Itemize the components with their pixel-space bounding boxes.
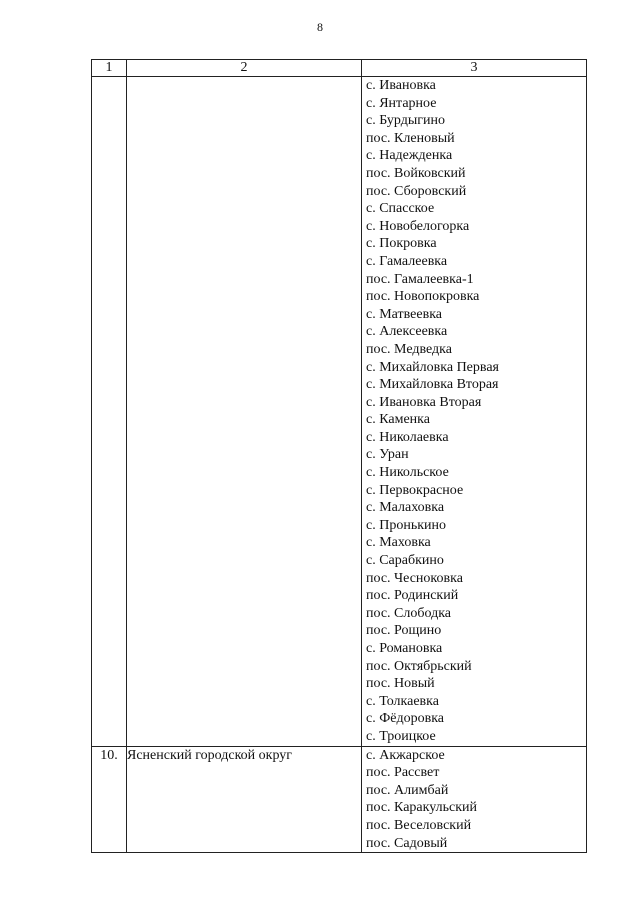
settlement-item: пос. Чесноковка [366, 570, 463, 586]
district-name: Ясненский городской округ [127, 746, 362, 853]
settlement-item: с. Толкаевка [366, 693, 439, 709]
settlements-cell [362, 746, 587, 853]
settlement-item: пос. Новопокровка [366, 289, 480, 305]
settlement-item: с. Михайловка Вторая [366, 377, 499, 393]
settlement-item: с. Надежденка [366, 148, 453, 164]
table-row [92, 77, 587, 747]
settlement-item: пос. Рассвет [366, 765, 440, 781]
settlement-item: пос. Веселовский [366, 817, 472, 833]
row-number [92, 77, 127, 747]
settlement-item: с. Маховка [366, 535, 431, 551]
column-header-2: 2 [127, 60, 362, 77]
settlement-item: с. Новобелогорка [366, 218, 470, 234]
settlement-item: с. Романовка [366, 641, 443, 656]
settlement-item: с. Матвеевка [366, 306, 443, 322]
settlement-item: пос. Кленовый [366, 130, 455, 146]
settlement-item: с. Первокрасное [366, 482, 464, 498]
settlement-item: пос. Медведка [366, 341, 452, 357]
settlement-item: пос. Слободка [366, 605, 452, 621]
column-header-1: 1 [92, 60, 127, 77]
row-number: 10. [92, 746, 127, 853]
settlement-item: с. Каменка [366, 412, 430, 428]
settlements-cell [362, 77, 587, 747]
settlement-list [362, 77, 586, 746]
settlement-item: пос. Сборовский [366, 183, 467, 199]
settlement-item: с. Уран [366, 447, 409, 463]
table-body [92, 77, 587, 853]
settlement-item: пос. Каракульский [366, 800, 477, 816]
table-row [92, 746, 587, 853]
page-number: 8 [317, 20, 323, 34]
settlement-item: с. Ивановка Вторая [366, 394, 482, 410]
settlement-item: с. Фёдоровка [366, 711, 445, 727]
settlement-item: с. Троицкое [366, 728, 436, 744]
settlement-item: пос. Алимбай [366, 782, 449, 798]
settlement-item: с. Пронькино [366, 517, 446, 533]
settlements-table [91, 59, 587, 853]
settlement-list [362, 747, 586, 853]
settlement-item: пос. Войковский [366, 165, 466, 181]
settlement-item: пос. Родинский [366, 588, 459, 604]
district-name [127, 77, 362, 747]
table-header-row [92, 60, 587, 77]
settlement-item: с. Сарабкино [366, 553, 444, 569]
settlement-item: с. Покровка [366, 236, 437, 252]
settlement-item: с. Гамалеевка [366, 253, 448, 269]
settlement-item: с. Янтарное [366, 95, 437, 111]
settlement-item: пос. Новый [366, 676, 435, 692]
settlement-item: с. Ивановка [366, 78, 436, 93]
settlement-item: пос. Садовый [366, 835, 448, 851]
settlement-item: с. Малаховка [366, 500, 445, 516]
settlement-item: с. Михайловка Первая [366, 359, 499, 375]
settlement-item: пос. Рощино [366, 623, 442, 639]
settlement-item: с. Акжарское [366, 747, 445, 763]
settlement-item: с. Алексеевка [366, 324, 448, 340]
settlement-item: с. Никольское [366, 465, 449, 481]
settlement-item: с. Николаевка [366, 429, 449, 445]
column-header-3: 3 [362, 60, 587, 77]
settlement-item: с. Бурдыгино [366, 113, 445, 129]
settlement-item: пос. Гамалеевка-1 [366, 271, 474, 287]
settlement-item: с. Спасское [366, 201, 435, 217]
settlement-item: пос. Октябрьский [366, 658, 472, 674]
